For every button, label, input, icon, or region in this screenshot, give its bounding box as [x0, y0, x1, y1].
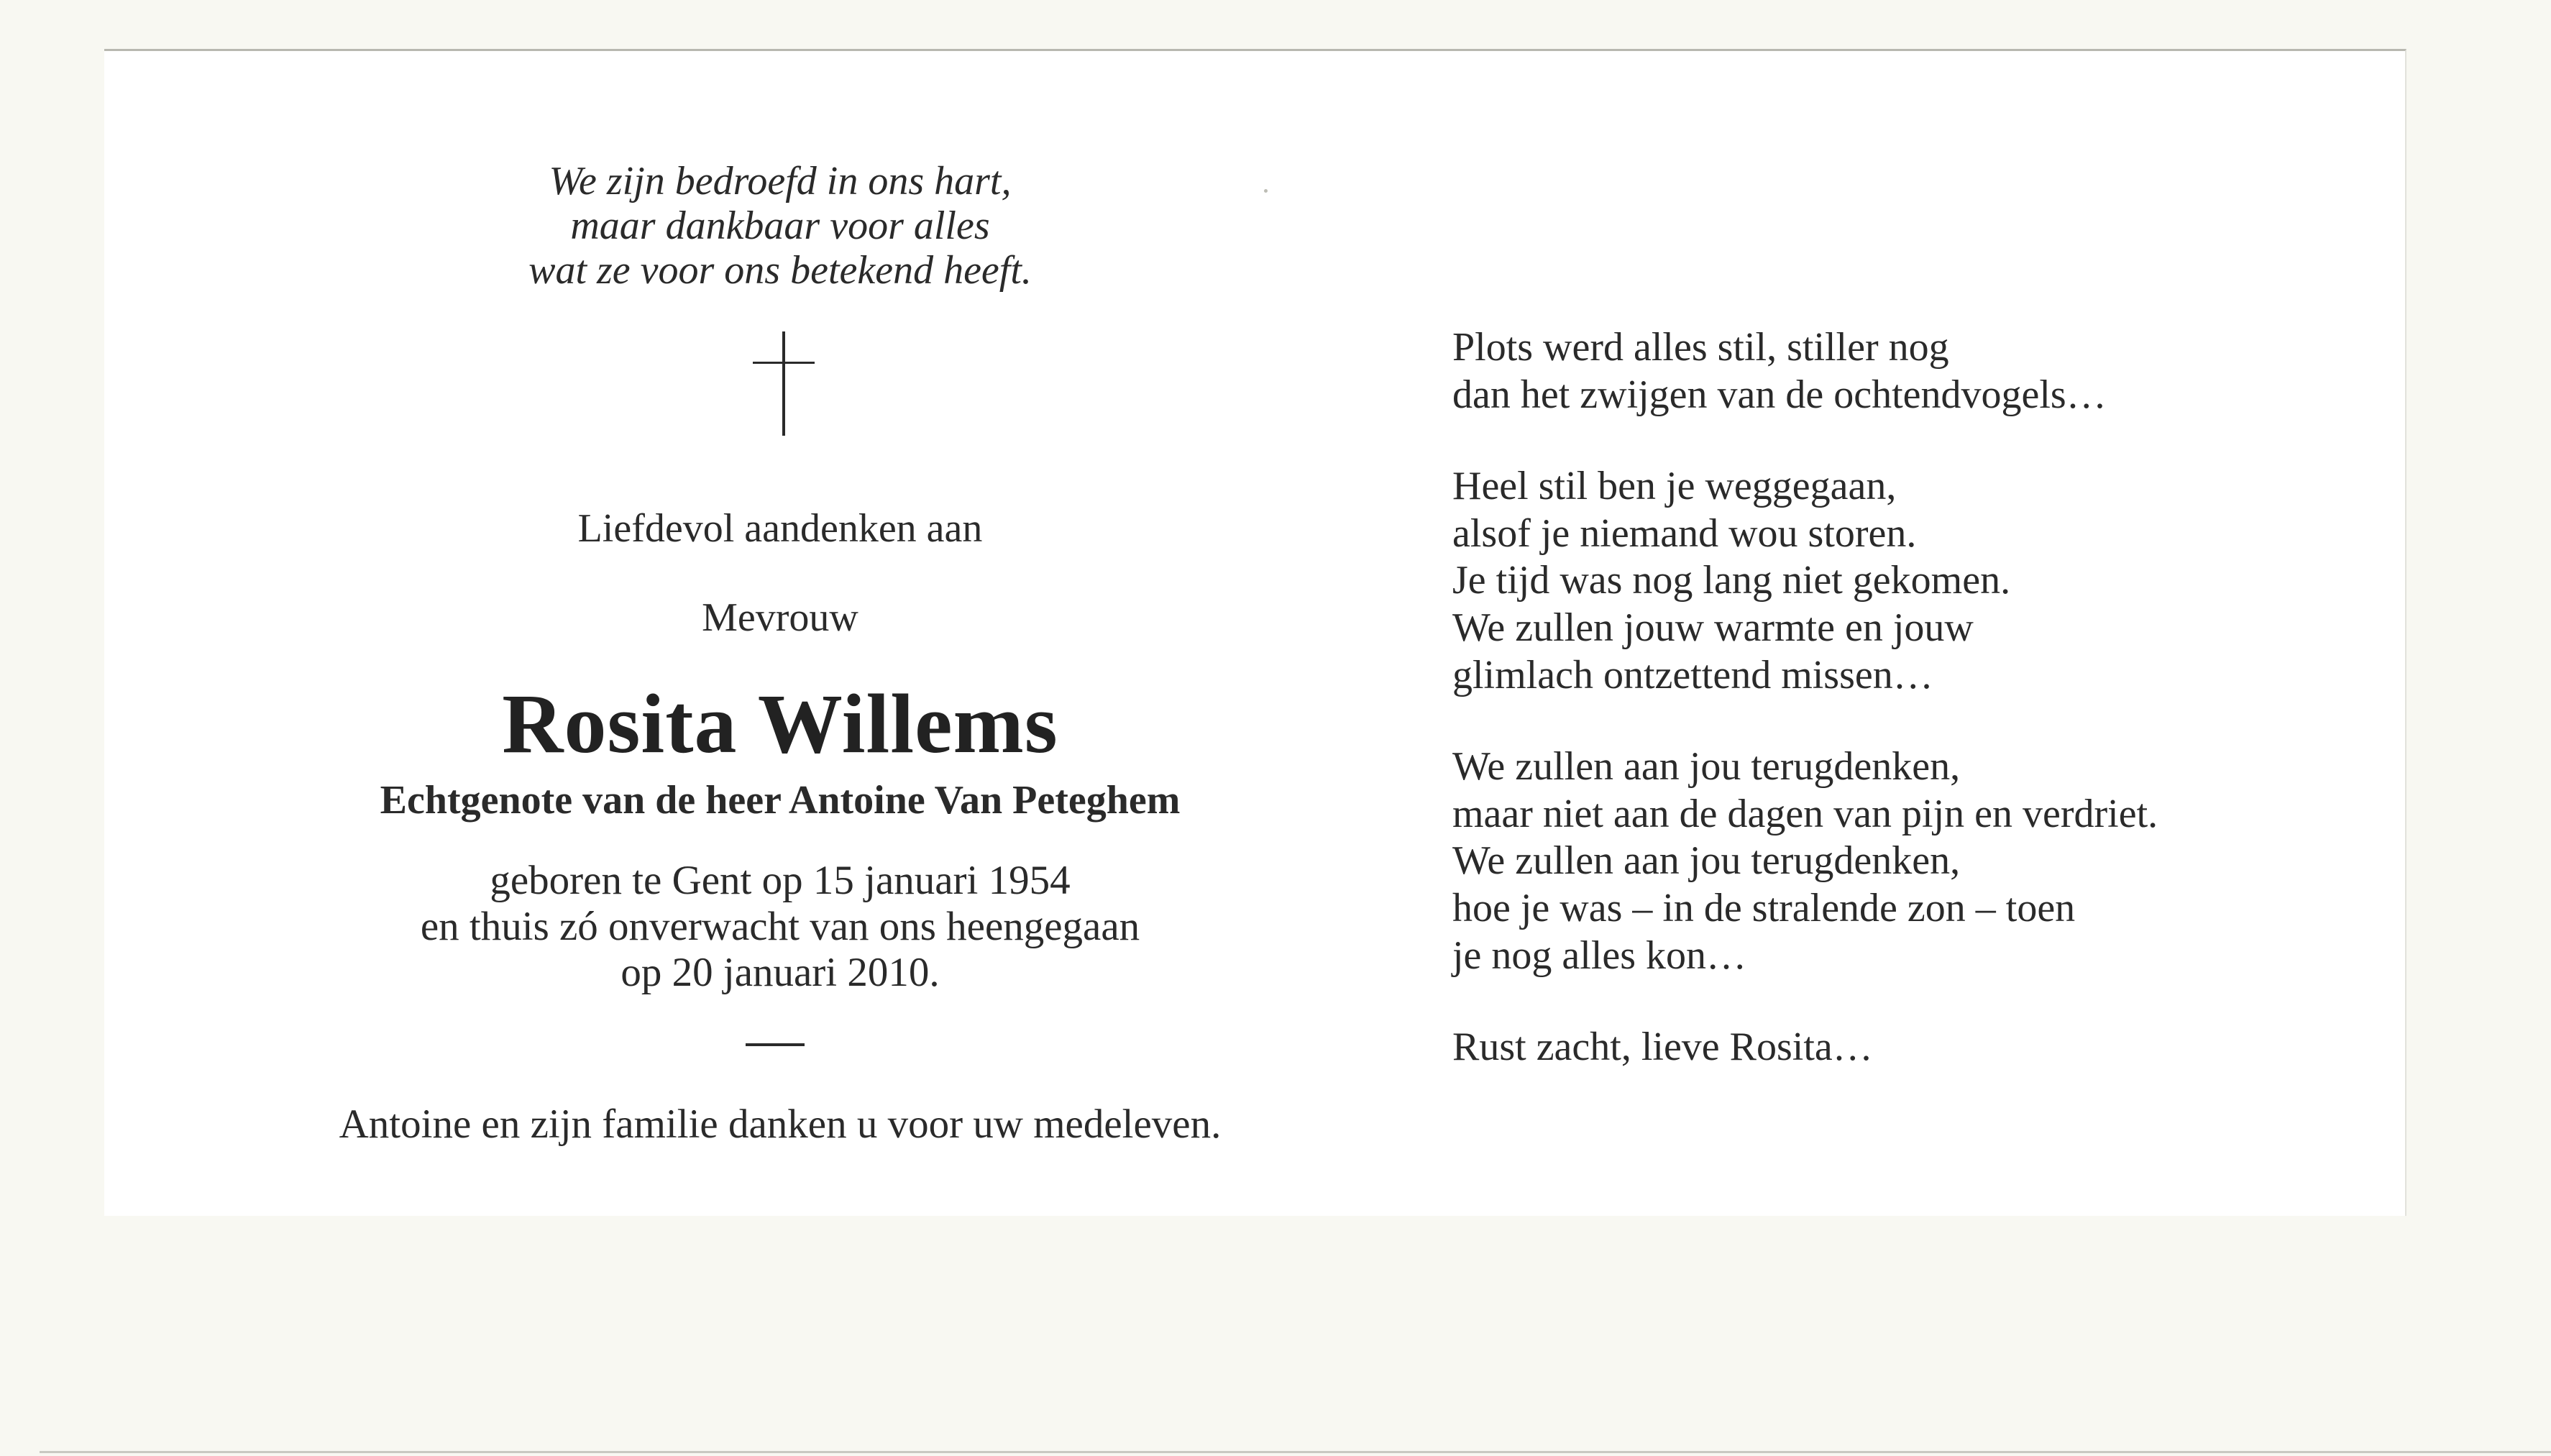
poem-line: We zullen aan jou terugdenken, — [1452, 838, 1961, 884]
motto-line: wat ze voor ons betekend heeft. — [528, 248, 1032, 293]
poem-stanza — [1452, 743, 2158, 979]
divider — [746, 1043, 805, 1046]
dates-line: op 20 januari 2010. — [620, 950, 940, 995]
intro-text: Liefdevol aandenken aan — [577, 506, 983, 551]
motto-line: maar dankbaar voor alles — [570, 203, 990, 248]
poem-line: We zullen aan jou terugdenken, — [1452, 744, 1961, 789]
poem-line: hoe je was – in de stralende zon – toen — [1452, 885, 2076, 930]
thanks-text: Antoine en zijn familie danken u voor uw medeleven. — [339, 1102, 1222, 1147]
poem-line: glimlach ontzettend missen… — [1452, 652, 1933, 697]
motto — [209, 159, 1352, 293]
poem-line: Plots werd alles stil, stiller nog — [1452, 325, 1949, 370]
memorial-card — [104, 49, 2406, 1216]
poem — [1452, 324, 2158, 1116]
spouse-line: Echtgenote van de heer Antoine Van Peteghem — [380, 778, 1181, 823]
poem-line: We zullen jouw warmte en jouw — [1452, 605, 1974, 650]
cross-icon — [753, 331, 815, 436]
honorific: Mevrouw — [702, 595, 858, 640]
life-dates — [209, 858, 1352, 996]
right-panel — [1452, 51, 2387, 1216]
motto-line: We zijn bedroefd in ons hart, — [549, 159, 1012, 203]
left-panel — [209, 51, 1352, 1216]
poem-line: maar niet aan de dagen van pijn en verdriet. — [1452, 791, 2158, 836]
poem-line: Heel stil ben je weggegaan, — [1452, 464, 1897, 509]
poem-stanza — [1452, 1024, 2158, 1071]
poem-stanza — [1452, 463, 2158, 699]
dates-line: en thuis zó onverwacht van ons heengegaan — [420, 904, 1140, 949]
poem-stanza — [1452, 324, 2158, 418]
poem-line: dan het zwijgen van de ochtendvogels… — [1452, 372, 2107, 417]
poem-line: alsof je niemand wou storen. — [1452, 510, 1917, 556]
scan-edge — [40, 1451, 2551, 1453]
deceased-name: Rosita Willems — [502, 677, 1058, 771]
dates-line: geboren te Gent op 15 januari 1954 — [490, 858, 1071, 903]
poem-line: Rust zacht, lieve Rosita… — [1452, 1025, 1873, 1070]
poem-line: Je tijd was nog lang niet gekomen. — [1452, 558, 2011, 603]
poem-line: je nog alles kon… — [1452, 933, 1747, 978]
